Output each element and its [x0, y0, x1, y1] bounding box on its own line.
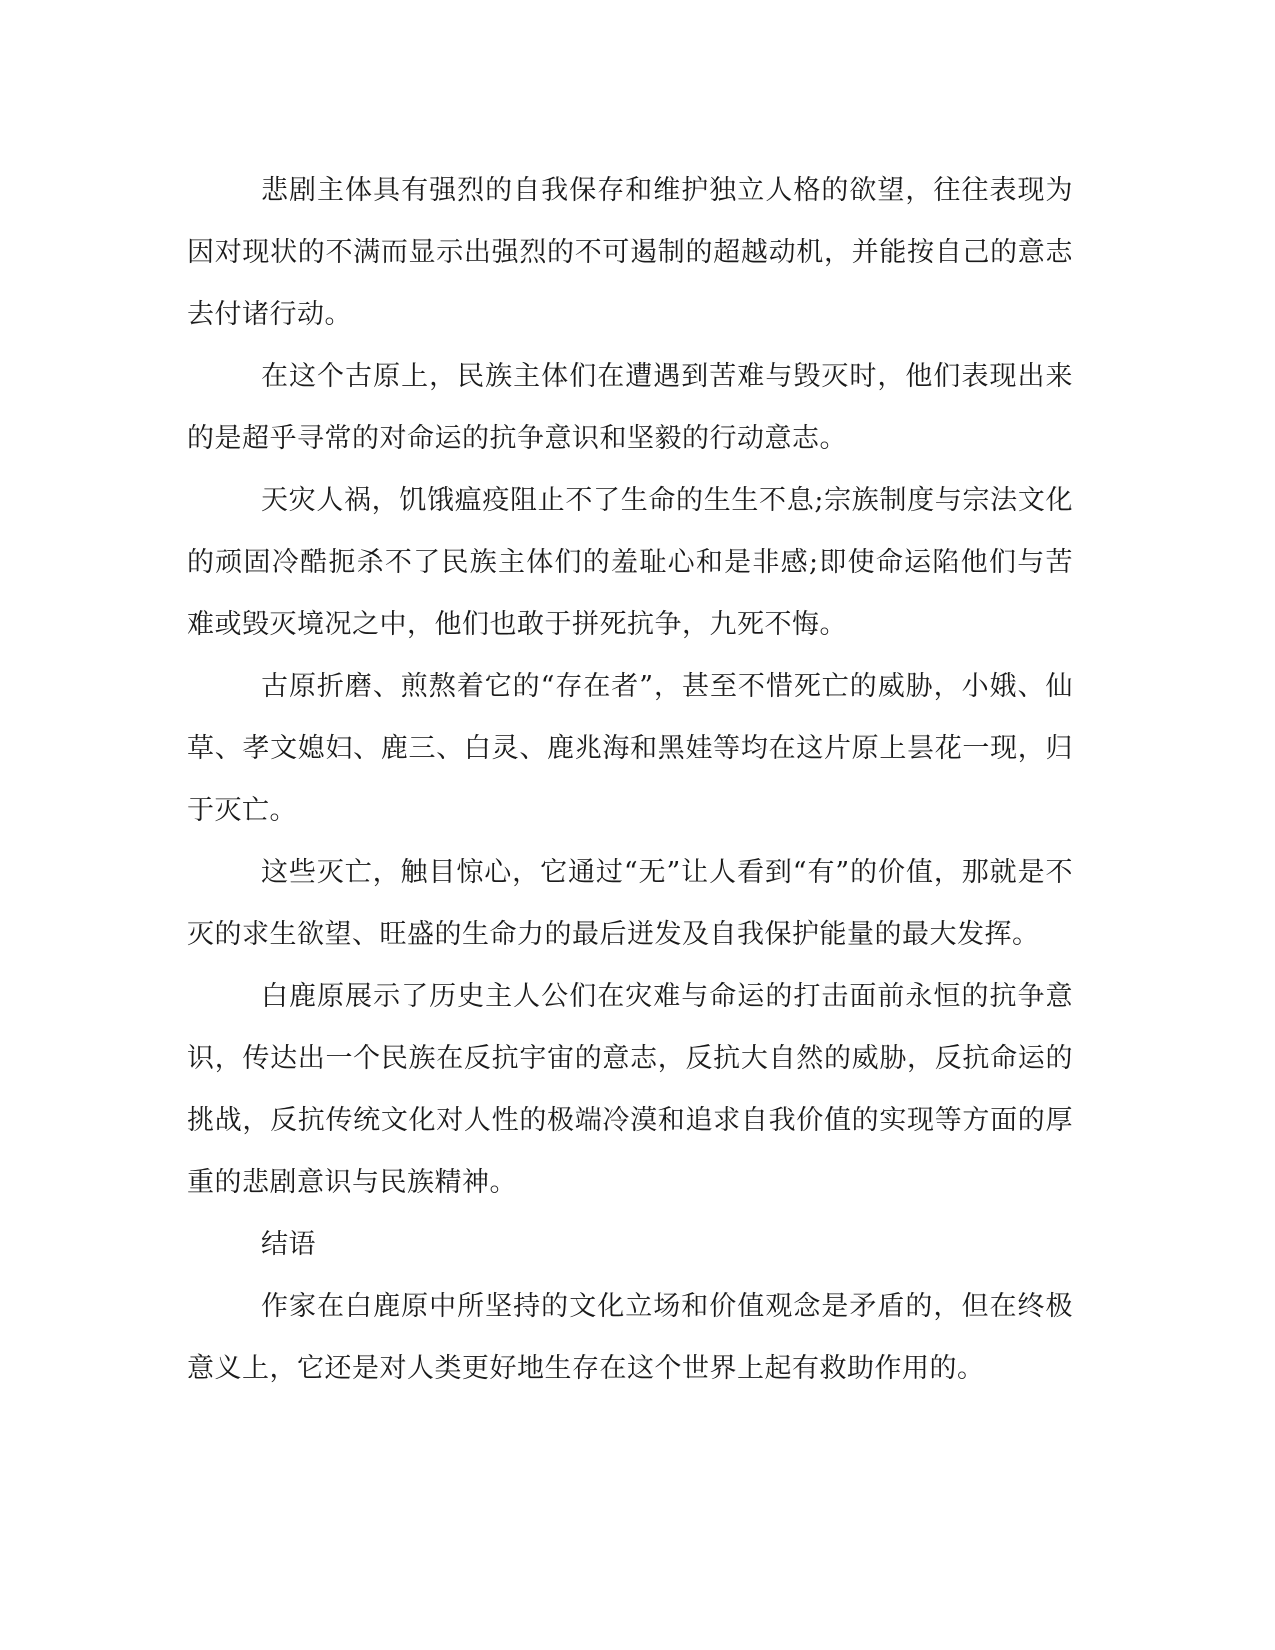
paragraph: 在这个古原上，民族主体们在遭遇到苦难与毁灭时，他们表现出来的是超乎寻常的对命运的抗争意识和坚毅的行动意志。: [187, 361, 1073, 454]
paragraph: 白鹿原展示了历史主人公们在灾难与命运的打击面前永恒的抗争意识，传达出一个民族在反抗宇宙的意志，反抗大自然的威胁，反抗命运的挑战，反抗传统文化对人性的极端冷漠和追求自我价值的实现等方面的厚重的悲剧意识与民族精神。: [187, 981, 1073, 1198]
paragraph: 天灾人祸，饥饿瘟疫阻止不了生命的生生不息;宗族制度与宗法文化的顽固冷酷扼杀不了民族主体们的羞耻心和是非感;即使命运陷他们与苦难或毁灭境况之中，他们也敢于拼死抗争，九死不悔。: [187, 485, 1073, 640]
paragraph: 古原折磨、煎熬着它的“存在者”，甚至不惜死亡的威胁，小娥、仙草、孝文媳妇、鹿三、白灵、鹿兆海和黑娃等均在这片原上昙花一现，归于灭亡。: [187, 671, 1073, 826]
paragraph: 悲剧主体具有强烈的自我保存和维护独立人格的欲望，往往表现为因对现状的不满而显示出强烈的不可遏制的超越动机，并能按自己的意志去付诸行动。: [187, 175, 1073, 330]
closing-paragraph: 作家在白鹿原中所坚持的文化立场和价值观念是矛盾的，但在终极意义上，它还是对人类更好地生存在这个世界上起有救助作用的。: [187, 1291, 1073, 1384]
document-body: [187, 160, 1073, 1400]
section-heading: 结语: [261, 1229, 316, 1260]
paragraph: 这些灭亡，触目惊心，它通过“无”让人看到“有”的价值，那就是不灭的求生欲望、旺盛的生命力的最后迸发及自我保护能量的最大发挥。: [187, 857, 1073, 950]
